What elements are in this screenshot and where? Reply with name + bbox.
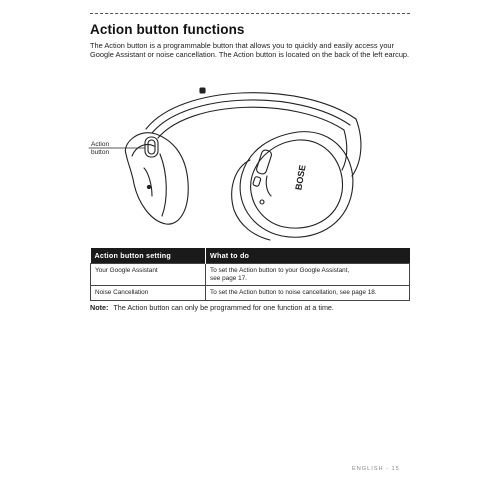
top-dashed-rule xyxy=(90,13,410,14)
action-button-settings-table xyxy=(90,248,410,301)
instruction-line: see page 17. xyxy=(210,274,247,282)
action-button-callout xyxy=(91,141,109,157)
setting-cell: Your Google Assistant xyxy=(91,264,206,286)
callout-label-line1: Action xyxy=(91,141,110,148)
page-footer: ENGLISH - 15 xyxy=(352,466,400,472)
brand-logo-text: BOSE xyxy=(293,164,308,191)
table-row xyxy=(91,264,410,286)
column-header-setting: Action button setting xyxy=(91,248,206,264)
callout-label-line2: button xyxy=(91,149,110,156)
instruction-line: To set the Action button to noise cancellation, see page 18. xyxy=(210,289,377,297)
table-row xyxy=(91,286,410,301)
instruction-cell xyxy=(206,264,410,286)
headphones-illustration xyxy=(86,84,416,244)
setting-cell: Noise Cancellation xyxy=(91,286,206,301)
note-block xyxy=(90,303,412,312)
instruction-cell xyxy=(206,286,410,301)
note-label: Note: xyxy=(90,303,109,312)
instruction-line: To set the Action button to your Google Assistant, xyxy=(210,267,350,274)
section-heading: Action button functions xyxy=(90,22,245,37)
column-header-what-to-do: What to do xyxy=(206,248,410,264)
note-text: The Action button can only be programmed for one function at a time. xyxy=(113,303,334,312)
table-header-row xyxy=(91,248,410,264)
intro-paragraph: The Action button is a programmable button that allows you to quickly and easily access your Google Assistant or noise cancellation. The Action button is located on the back of the left earcup. xyxy=(90,41,410,60)
